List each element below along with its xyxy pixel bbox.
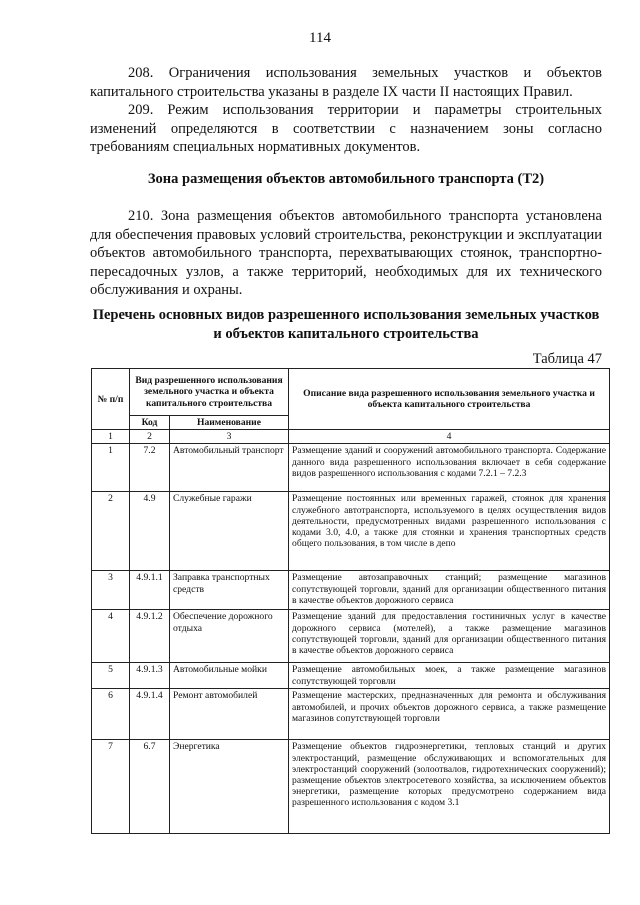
row-code: 4.9.1.1: [130, 571, 170, 610]
row-description: Размещение постоянных или временных гаражей, стоянок для хранения служебного автотранспорта, используемого в целях осуществления видов деятельности, предусмотренных видами разрешенного использования с кодами 3.0, 4.0, а также для стоянки и хранения транспортных средств общего пользования, в том числе в депо: [289, 492, 610, 571]
index-cell: 1: [92, 430, 130, 444]
table-row: [92, 571, 610, 610]
row-num: 2: [92, 492, 130, 571]
row-name: Обеспечение дорожного отдыха: [170, 610, 289, 663]
row-name: Энергетика: [170, 740, 289, 834]
row-description: Размещение автомобильных моек, а также размещение магазинов сопутствующей торговли: [289, 663, 610, 689]
header-name: Наименование: [170, 416, 289, 430]
row-code: 4.9.1.3: [130, 663, 170, 689]
row-description: Размещение мастерских, предназначенных для ремонта и обслуживания автомобилей, и прочих объектов дорожного сервиса, а также размещение магазинов сопутствующей торговли: [289, 689, 610, 740]
header-description: Описание вида разрешенного использования земельного участка и объекта капитального строительства: [289, 369, 610, 430]
row-num: 5: [92, 663, 130, 689]
row-name: Заправка транспортных средств: [170, 571, 289, 610]
header-num: № п/п: [92, 369, 130, 430]
table-row: [92, 492, 610, 571]
table-row: [92, 740, 610, 834]
paragraph-208: 208. Ограничения использования земельных участков и объектов капитального строительства указаны в разделе IX части II настоящих Правил.: [90, 65, 602, 100]
row-description: Размещение зданий и сооружений автомобильного транспорта. Содержание данного вида разрешенного использования включает в себя содержание видов разрешенного использования с кодами 7.2.1 – 7.2.3: [289, 444, 610, 492]
row-description: Размещение автозаправочных станций; размещение магазинов сопутствующей торговли, зданий для организации общественного питания в качестве объектов дорожного сервиса: [289, 571, 610, 610]
table-row: [92, 444, 610, 492]
row-name: Автомобильный транспорт: [170, 444, 289, 492]
row-num: 6: [92, 689, 130, 740]
row-name: Автомобильные мойки: [170, 663, 289, 689]
table-label: Таблица 47: [532, 351, 602, 367]
row-description: Размещение объектов гидроэнергетики, тепловых станций и других электростанций, размещение обслуживающих и вспомогательных для электростанций сооружений (золоотвалов, гидротехнических сооружений); размещение объектов электросетевого хозяйства, за исключением объектов энергетики, размещение которых предусмотрено содержанием вида разрешенного использования с кодом 3.1: [289, 740, 610, 834]
row-num: 3: [92, 571, 130, 610]
header-group: Вид разрешенного использования земельного участка и объекта капитального строительства: [130, 369, 289, 416]
table-row: [92, 689, 610, 740]
permitted-use-table: [91, 368, 610, 834]
index-cell: 3: [170, 430, 289, 444]
row-name: Служебные гаражи: [170, 492, 289, 571]
table-row: [92, 610, 610, 663]
paragraph-209: 209. Режим использования территории и параметры строительных изменений определяются в соответствии с назначением зоны согласно требованиям специальных нормативных документов.: [90, 102, 602, 155]
row-code: 7.2: [130, 444, 170, 492]
row-code: 6.7: [130, 740, 170, 834]
table-row: [92, 663, 610, 689]
row-code: 4.9.1.2: [130, 610, 170, 663]
row-code: 4.9: [130, 492, 170, 571]
page-number: 114: [309, 30, 331, 46]
zone-heading: Зона размещения объектов автомобильного транспорта (Т2): [147, 171, 545, 187]
row-num: 1: [92, 444, 130, 492]
row-num: 7: [92, 740, 130, 834]
row-num: 4: [92, 610, 130, 663]
list-heading: Перечень основных видов разрешенного использования земельных участков и объектов капитального строительства: [92, 307, 600, 342]
row-name: Ремонт автомобилей: [170, 689, 289, 740]
row-code: 4.9.1.4: [130, 689, 170, 740]
paragraph-210: 210. Зона размещения объектов автомобильного транспорта установлена для обеспечения правовых условий строительства, реконструкции и эксплуатации объектов автомобильного транспорта, перехватывающих стоянок, транспортно-пересадочных узлов, а также территорий, необходимых для их технического обслуживания и охраны.: [90, 208, 602, 298]
index-cell: 2: [130, 430, 170, 444]
row-description: Размещение зданий для предоставления гостиничных услуг в качестве дорожного сервиса (мотелей), а также размещение магазинов сопутствующей торговли, зданий для организации общественного питания в качестве объектов дорожного сервиса: [289, 610, 610, 663]
header-code: Код: [130, 416, 170, 430]
index-cell: 4: [289, 430, 610, 444]
